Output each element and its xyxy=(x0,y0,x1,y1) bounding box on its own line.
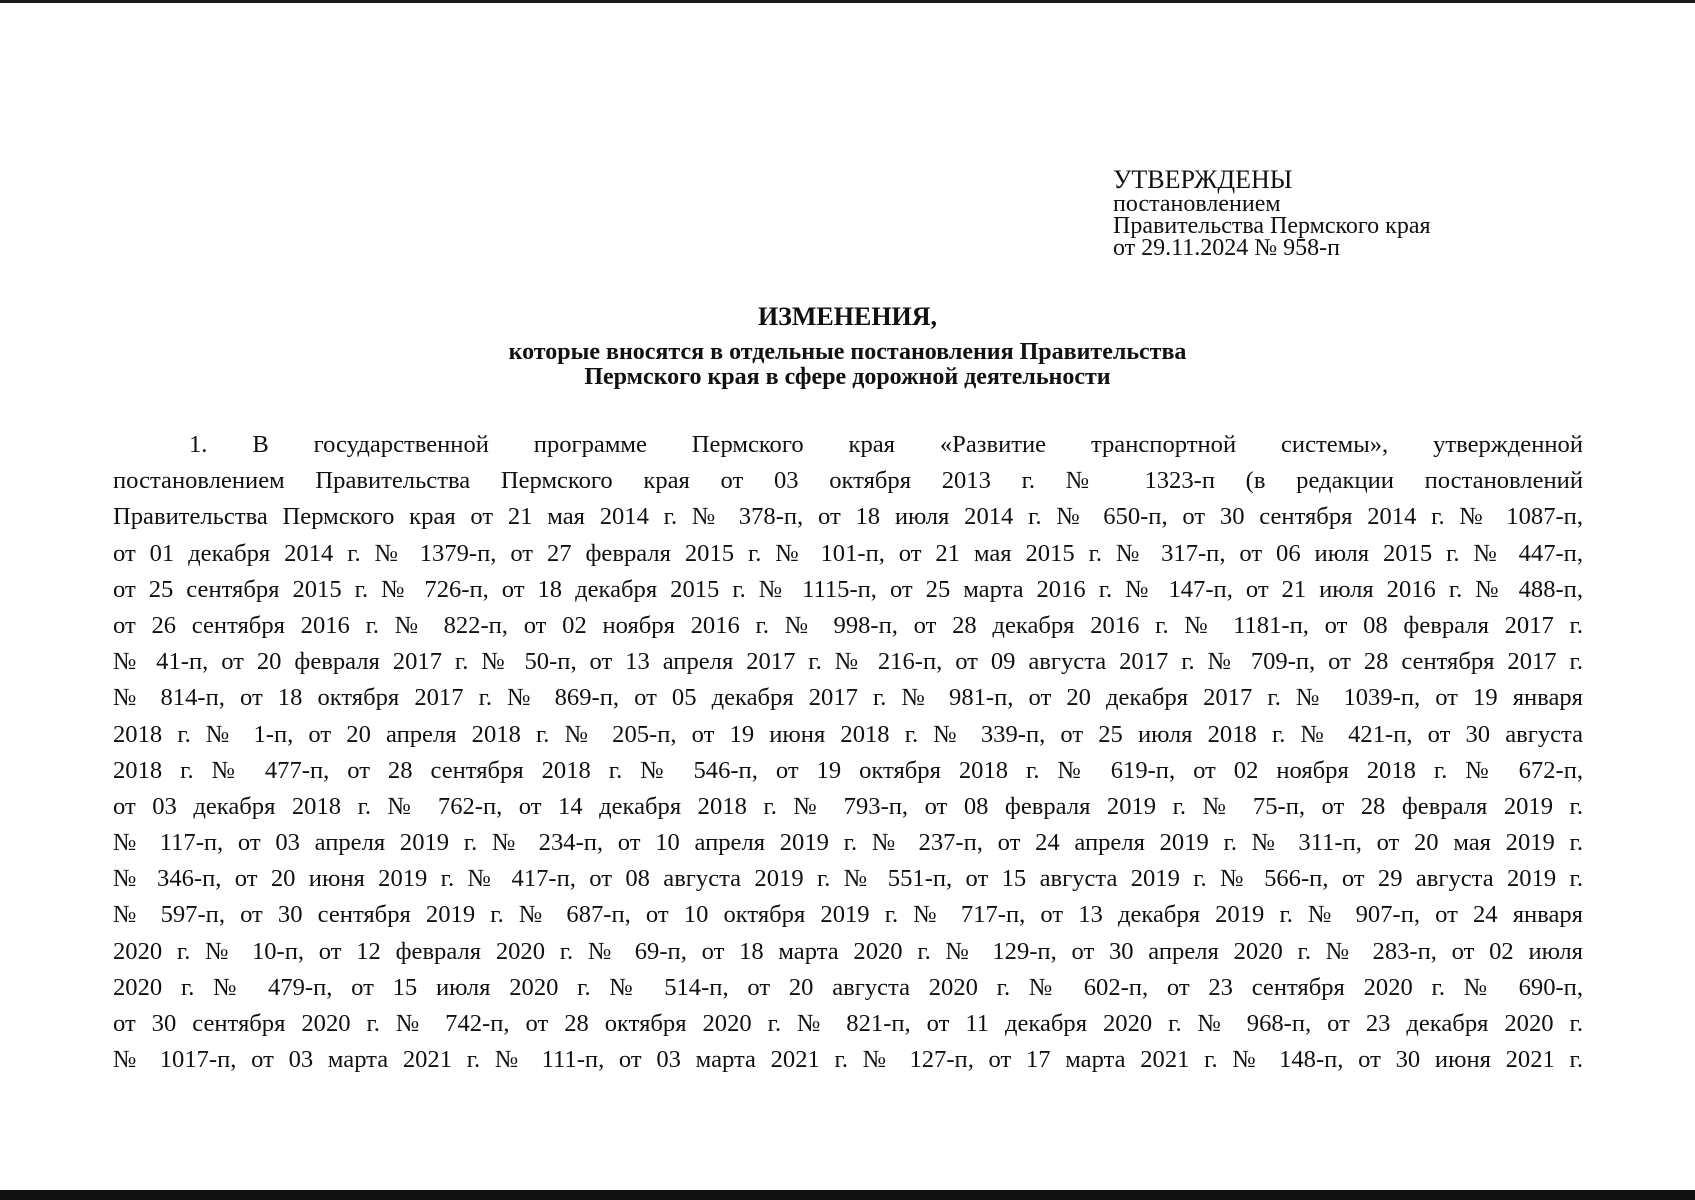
body-line: 2018 г. № 1-п, от 20 апреля 2018 г. № 205-п, от 19 июня 2018 г. № 339-п, от 25 июля 2018 г. № 421-п, от 30 августа xyxy=(113,720,1583,748)
approval-stamp xyxy=(1113,167,1431,259)
body-paragraph xyxy=(113,427,1583,1078)
body-line: № 814-п, от 18 октября 2017 г. № 869-п, от 05 декабря 2017 г. № 981-п, от 20 декабря 2017 г. № 1039-п, от 19 января xyxy=(113,684,1583,712)
approval-title: УТВЕРЖДЕНЫ xyxy=(1113,165,1293,194)
body-line: 2020 г. № 479-п, от 15 июля 2020 г. № 514-п, от 20 августа 2020 г. № 602-п, от 23 сентября 2020 г. № 690-п, xyxy=(113,973,1583,1001)
body-line: 2018 г. № 477-п, от 28 сентября 2018 г. № 546-п, от 19 октября 2018 г. № 619-п, от 02 ноября 2018 г. № 672-п, xyxy=(113,756,1583,784)
document-subtitle xyxy=(0,340,1695,390)
body-line: от 26 сентября 2016 г. № 822-п, от 02 ноября 2016 г. № 998-п, от 28 декабря 2016 г. № 1181-п, от 08 февраля 2017 г. xyxy=(113,611,1583,639)
scan-bottom-edge xyxy=(0,1190,1695,1200)
body-line: № 117-п, от 03 апреля 2019 г. № 234-п, от 10 апреля 2019 г. № 237-п, от 24 апреля 2019 г. № 311-п, от 20 мая 2019 г. xyxy=(113,829,1583,857)
body-line: Правительства Пермского края от 21 мая 2014 г. № 378-п, от 18 июля 2014 г. № 650-п, от 30 сентября 2014 г. № 1087-п, xyxy=(113,503,1583,531)
body-line: от 01 декабря 2014 г. № 1379-п, от 27 февраля 2015 г. № 101-п, от 21 мая 2015 г. № 317-п, от 06 июля 2015 г. № 447-п, xyxy=(113,539,1583,567)
document-title: ИЗМЕНЕНИЯ, xyxy=(757,302,938,331)
body-line: № 1017-п, от 03 марта 2021 г. № 111-п, от 03 марта 2021 г. № 127-п, от 17 марта 2021 г. № 148-п, от 30 июня 2021 г. xyxy=(113,1046,1583,1074)
body-line: № 346-п, от 20 июня 2019 г. № 417-п, от 08 августа 2019 г. № 551-п, от 15 августа 2019 г. № 566-п, от 29 августа 2019 г. xyxy=(113,865,1583,893)
body-line: 2020 г. № 10-п, от 12 февраля 2020 г. № 69-п, от 18 марта 2020 г. № 129-п, от 30 апреля 2020 г. № 283-п, от 02 июля xyxy=(113,937,1583,965)
body-line: № 41-п, от 20 февраля 2017 г. № 50-п, от 13 апреля 2017 г. № 216-п, от 09 августа 2017 г. № 709-п, от 28 сентября 2017 г. xyxy=(113,648,1583,676)
scan-top-edge xyxy=(0,0,1695,3)
body-line: от 25 сентября 2015 г. № 726-п, от 18 декабря 2015 г. № 1115-п, от 25 марта 2016 г. № 147-п, от 21 июля 2016 г. № 488-п, xyxy=(113,575,1583,603)
subtitle-line: которые вносятся в отдельные постановления Правительства xyxy=(508,339,1187,365)
approval-line: Правительства Пермского края xyxy=(1113,213,1431,239)
body-line: от 03 декабря 2018 г. № 762-п, от 14 декабря 2018 г. № 793-п, от 08 февраля 2019 г. № 75-п, от 28 февраля 2019 г. xyxy=(113,792,1583,820)
approval-line: постановлением xyxy=(1113,191,1281,217)
body-line: 1. В государственной программе Пермского края «Развитие транспортной системы», утвержденной xyxy=(189,431,1583,458)
subtitle-line: Пермского края в сфере дорожной деятельности xyxy=(584,364,1111,390)
body-line: постановлением Правительства Пермского края от 03 октября 2013 г. № 1323-п (в редакции постановлений xyxy=(113,467,1583,495)
body-line: от 30 сентября 2020 г. № 742-п, от 28 октября 2020 г. № 821-п, от 11 декабря 2020 г. № 968-п, от 23 декабря 2020 г. xyxy=(113,1010,1583,1037)
approval-line: от 29.11.2024 № 958-п xyxy=(1113,235,1341,261)
body-line: № 597-п, от 30 сентября 2019 г. № 687-п, от 10 октября 2019 г. № 717-п, от 13 декабря 2019 г. № 907-п, от 24 января xyxy=(113,901,1583,929)
